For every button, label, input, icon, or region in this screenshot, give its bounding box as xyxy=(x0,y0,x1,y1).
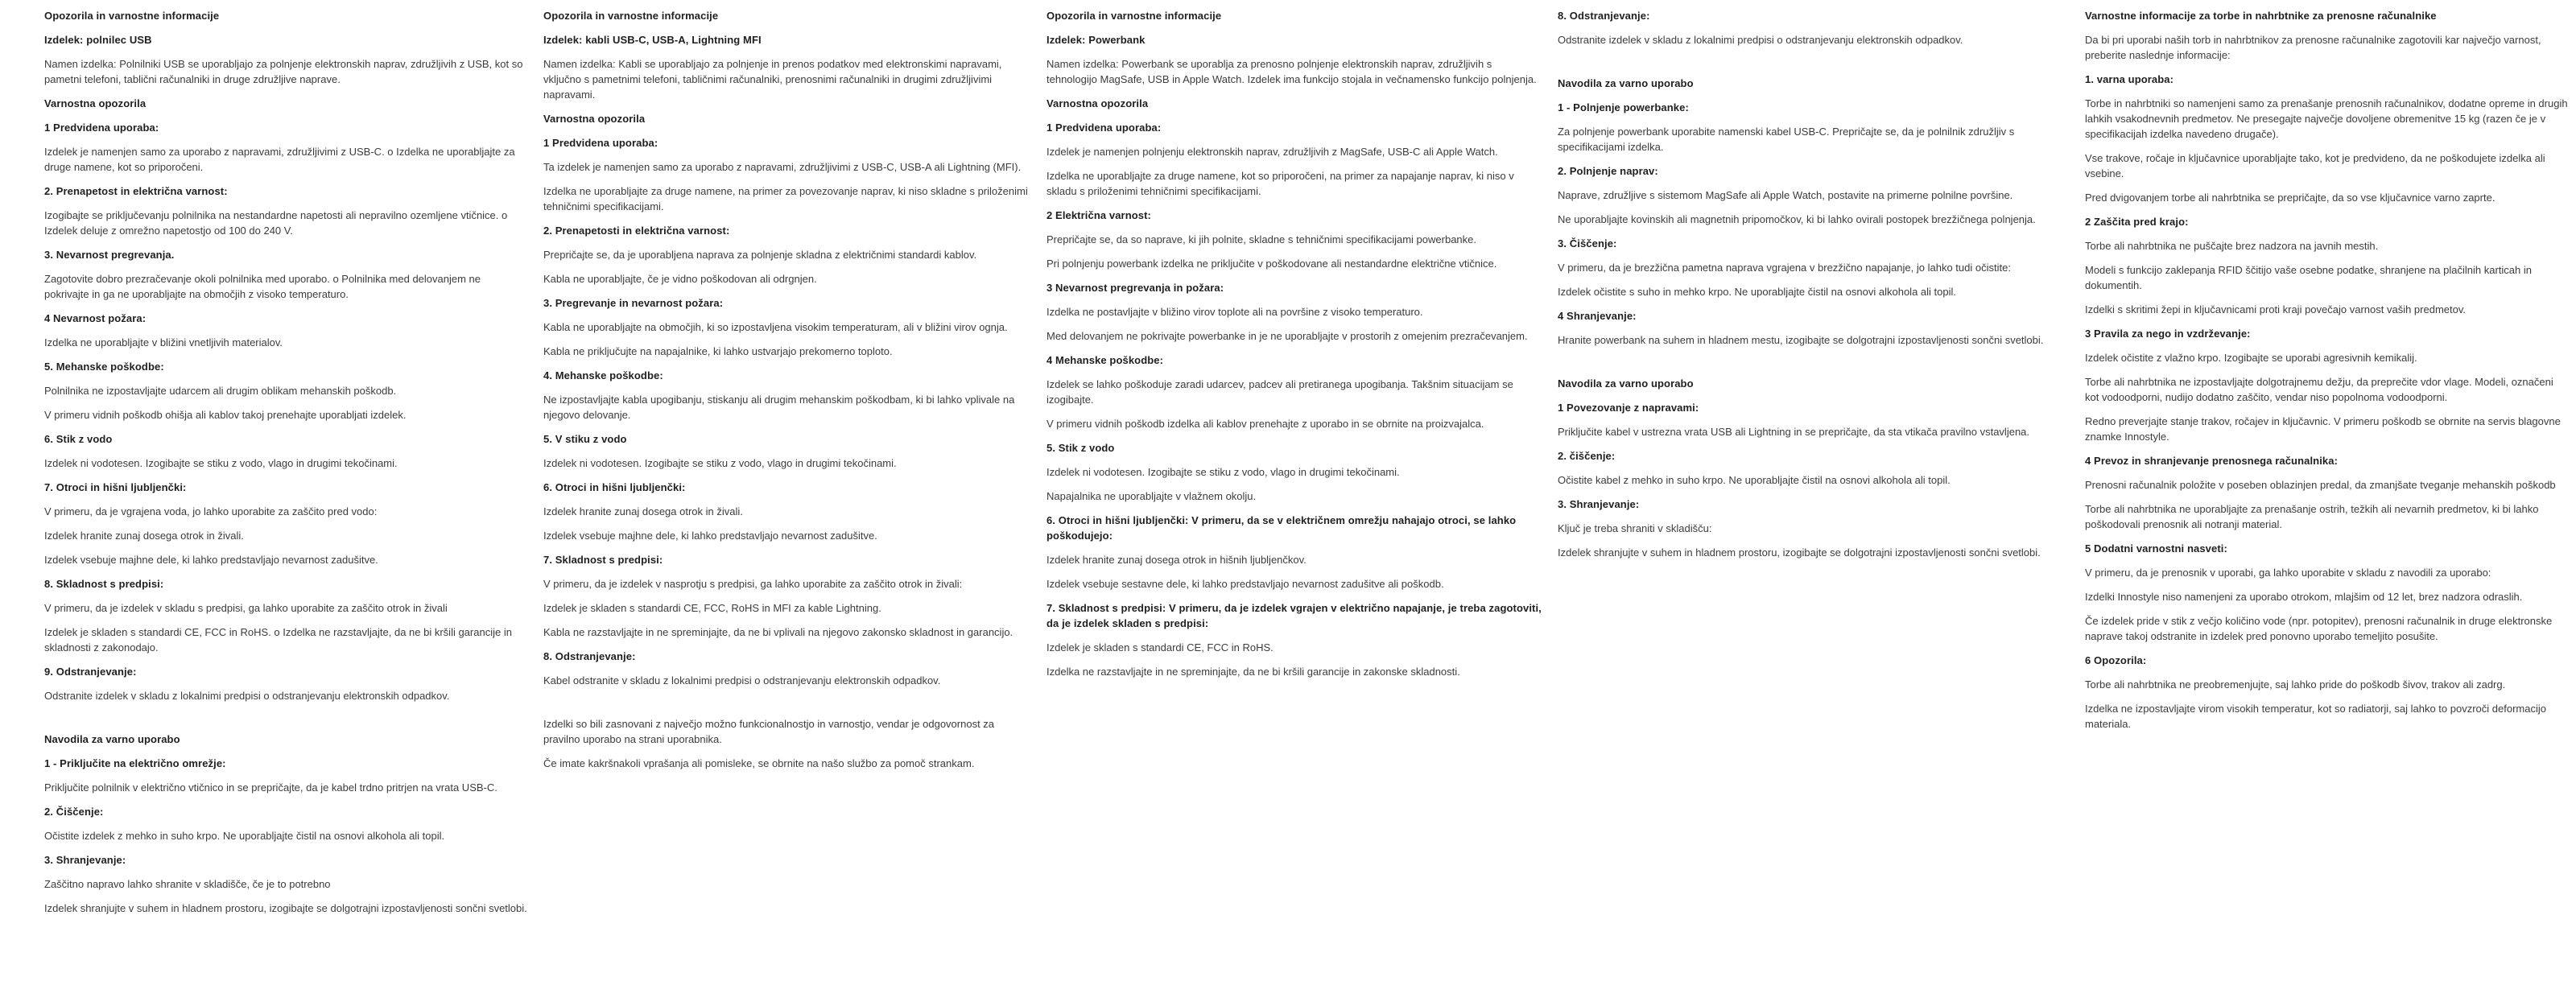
section-heading: Varnostna opozorila xyxy=(1046,97,1149,109)
paragraph: Izdelek hranite zunaj dosega otrok in hišnih ljubljenčkov. xyxy=(1046,554,1307,566)
paragraph: Izdelek je skladen s standardi CE, FCC, RoHS in MFI za kable Lightning. xyxy=(543,602,881,614)
column-cables-warnings xyxy=(543,8,1030,780)
paragraph: Izdelek je namenjen samo za uporabo z napravami, združljivimi z USB-C. o Izdelka ne uporabljajte za druge namene, kot so priporočeni. xyxy=(44,146,515,173)
paragraph: Izdelki s skritimi žepi in ključavnicami proti kraji povečajo varnost vaših predmetov. xyxy=(2085,303,2466,315)
section-heading: Izdelek: polnilec USB xyxy=(44,34,152,46)
section-heading: 4 Prevoz in shranjevanje prenosnega računalnika: xyxy=(2085,455,2339,467)
paragraph: Izdelka ne postavljajte v bližino virov toplote ali na površine z visoko temperaturo. xyxy=(1046,306,1423,318)
column-laptop-bags-safety xyxy=(2085,8,2568,740)
paragraph: Izdelek vsebuje sestavne dele, ki lahko predstavljajo nevarnost zadušitve ali poškodb. xyxy=(1046,578,1444,590)
section-heading: Navodila za varno uporabo xyxy=(1558,77,1694,89)
paragraph: V primeru, da je vgrajena voda, jo lahko uporabite za zaščito pred vodo: xyxy=(44,505,378,517)
paragraph: Torbe in nahrbtniki so namenjeni samo za prenašanje prenosnih računalnikov, dodatne opreme in drugih lahkih vsakodnevnih predmetov. Ne presegajte največje dovoljene obremenitve 15 kg (razen če je v specifikacijah izdelka navedeno drugače). xyxy=(2085,97,2568,140)
paragraph: Odstranite izdelek v skladu z lokalnimi predpisi o odstranjevanju elektronskih odpadkov. xyxy=(1558,34,1963,46)
section-heading: 5. Mehanske poškodbe: xyxy=(44,361,164,373)
column-usb-charger-warnings xyxy=(44,8,527,925)
paragraph: V primeru, da je prenosnik v uporabi, ga lahko uporabite v skladu z navodili za uporabo: xyxy=(2085,567,2491,579)
paragraph: V primeru, da je izdelek v nasprotju s predpisi, ga lahko uporabite za zaščito otrok in živali: xyxy=(543,578,963,590)
section-title: Varnostne informacije za torbe in nahrbtnike za prenosne računalnike xyxy=(2085,10,2437,22)
section-heading: 8. Odstranjevanje: xyxy=(1558,10,1650,22)
column-powerbank-warnings xyxy=(1046,8,1542,688)
paragraph: Izdelek se lahko poškoduje zaradi udarcev, padcev ali pretiranega upogibanja. Takšnim situacijam se izogibajte. xyxy=(1046,378,1513,406)
paragraph: Zaščitno napravo lahko shranite v skladišče, če je to potrebno xyxy=(44,878,331,890)
paragraph: Vse trakove, ročaje in ključavnice uporabljajte tako, kot je predvideno, da ne poškodujete izdelka ali vsebine. xyxy=(2085,152,2545,179)
paragraph: Izdelka ne izpostavljajte virom visokih temperatur, kot so radiatorji, saj lahko to povzroči deformacijo materiala. xyxy=(2085,703,2546,730)
section-heading: Varnostna opozorila xyxy=(543,113,646,125)
paragraph: Redno preverjajte stanje trakov, ročajev in ključavnic. V primeru poškodb se obrnite na servis blagovne znamke Innostyle. xyxy=(2085,415,2561,443)
paragraph: Izdelek shranjujte v suhem in hladnem prostoru, izogibajte se dolgotrajni izpostavljenosti sončni svetlobi. xyxy=(1558,546,2041,559)
paragraph: Izdelek očistite z vlažno krpo. Izogibajte se uporabi agresivnih kemikalij. xyxy=(2085,352,2417,364)
paragraph: Kabla ne razstavljajte in ne spreminjajte, da ne bi vplivali na njegovo zakonsko skladnost in garancijo. xyxy=(543,626,1013,638)
section-heading: 1 - Polnjenje powerbanke: xyxy=(1558,101,1689,113)
paragraph: V primeru, da je brezžična pametna naprava vgrajena v brezžično napajanje, jo lahko tudi očistite: xyxy=(1558,262,2011,274)
section-heading: 1. varna uporaba: xyxy=(2085,73,2174,85)
section-heading: 4 Nevarnost požara: xyxy=(44,312,147,324)
paragraph: Torbe ali nahrbtnika ne izpostavljajte dolgotrajnemu dežju, da preprečite vdor vlage. Modeli, označeni kot vodoodporni, nudijo dodatno zaščito, vendar niso popolnoma vodoodporni. xyxy=(2085,376,2553,403)
paragraph: Torbe ali nahrbtnika ne preobremenjujte, saj lahko pride do poškodb šivov, trakov ali zadrg. xyxy=(2085,678,2506,691)
paragraph: Prepričajte se, da so naprave, ki jih polnite, skladne s tehničnimi specifikacijami powerbanke. xyxy=(1046,233,1476,245)
section-heading: 5 Dodatni varnostni nasveti: xyxy=(2085,542,2227,555)
section-heading: 1 Predvidena uporaba: xyxy=(1046,122,1162,134)
spacer xyxy=(543,697,1030,716)
paragraph: V primeru vidnih poškodb ohišja ali kablov takoj prenehajte uporabljati izdelek. xyxy=(44,409,407,421)
paragraph: Izogibajte se priključevanju polnilnika na nestandardne napetosti ali nepravilno ozemljene vtičnice. o Izdelek deluje z omrežno napetostjo od 100 do 240 V. xyxy=(44,209,508,237)
paragraph: Priključite kabel v ustrezna vrata USB ali Lightning in se prepričajte, da sta vtikača pravilno vstavljena. xyxy=(1558,426,2030,438)
spacer xyxy=(1558,56,2053,76)
section-heading: 4 Mehanske poškodbe: xyxy=(1046,354,1164,366)
column-powerbank-and-cable-usage xyxy=(1558,8,2053,569)
paragraph: Izdelek hranite zunaj dosega otrok in živali. xyxy=(543,505,743,517)
section-heading: Navodila za varno uporabo xyxy=(1558,377,1694,390)
section-heading: 1 Povezovanje z napravami: xyxy=(1558,402,1699,414)
section-heading: 8. Odstranjevanje: xyxy=(543,650,636,662)
section-heading: Varnostna opozorila xyxy=(44,97,147,109)
section-heading: 7. Skladnost s predpisi: V primeru, da je izdelek vgrajen v električno napajanje, je treba zagotoviti, da je izdelek skladen s predpisi: xyxy=(1046,602,1542,629)
section-heading: Izdelek: Powerbank xyxy=(1046,34,1146,46)
section-heading: 6. Otroci in hišni ljubljenčki: V primeru, da se v električnem omrežju nahajajo otroci, se lahko poškodujejo: xyxy=(1046,514,1517,542)
paragraph: Pri polnjenju powerbank izdelka ne priključite v poškodovane ali nestandardne električne vtičnice. xyxy=(1046,258,1497,270)
section-heading: 1 Predvidena uporaba: xyxy=(44,122,159,134)
paragraph: Če izdelek pride v stik z večjo količino vode (npr. potopitev), prenosni računalnik in druge elektronske naprave takoj odstranite in izdelek pred ponovno uporabo temeljito posušite. xyxy=(2085,615,2553,642)
section-heading: Izdelek: kabli USB-C, USB-A, Lightning MFI xyxy=(543,34,762,46)
spacer xyxy=(44,712,527,732)
section-heading: 6. Otroci in hišni ljubljenčki: xyxy=(543,481,686,493)
paragraph: Napajalnika ne uporabljajte v vlažnem okolju. xyxy=(1046,490,1257,502)
paragraph: Izdelek ni vodotesen. Izogibajte se stiku z vodo, vlago in drugimi tekočinami. xyxy=(543,457,897,469)
paragraph: Med delovanjem ne pokrivajte powerbanke in je ne uporabljajte v prostorih z omejenim prezračevanjem. xyxy=(1046,330,1528,342)
paragraph: Izdelek shranjujte v suhem in hladnem prostoru, izogibajte se dolgotrajni izpostavljenosti sončni svetlobi. xyxy=(44,902,527,914)
paragraph: Izdelek ni vodotesen. Izogibajte se stiku z vodo, vlago in drugimi tekočinami. xyxy=(44,457,398,469)
section-heading: 4 Shranjevanje: xyxy=(1558,310,1637,322)
paragraph: Ključ je treba shraniti v skladišču: xyxy=(1558,522,1712,534)
paragraph: Namen izdelka: Polnilniki USB se uporabljajo za polnjenje elektronskih naprav, združljivih z USB, kot so pametni telefoni, tablični računalniki in druge združljive naprave. xyxy=(44,58,523,85)
paragraph: Kabla ne uporabljajte na območjih, ki so izpostavljena visokim temperaturam, ali v bližini virov ognja. xyxy=(543,321,1008,333)
paragraph: Izdelek je skladen s standardi CE, FCC in RoHS. o Izdelka ne razstavljajte, da ne bi kršili garancije in skladnosti z zakonodajo. xyxy=(44,626,512,653)
paragraph: Naprave, združljive s sistemom MagSafe ali Apple Watch, postavite na primerne polnilne površine. xyxy=(1558,189,2013,201)
paragraph: Izdelka ne uporabljajte za druge namene, na primer za povezovanje naprav, ki niso skladne s priloženimi tehničnimi specifikacijami. xyxy=(543,185,1028,212)
paragraph: V primeru, da je izdelek v skladu s predpisi, ga lahko uporabite za zaščito otrok in živali xyxy=(44,602,448,614)
paragraph: Torbe ali nahrbtnika ne puščajte brez nadzora na javnih mestih. xyxy=(2085,240,2379,252)
paragraph: Torbe ali nahrbtnika ne uporabljajte za prenašanje ostrih, težkih ali nevarnih predmetov, ki bi lahko poškodovali prenosnik ali notranji material. xyxy=(2085,503,2539,530)
paragraph: Izdelek ni vodotesen. Izogibajte se stiku z vodo, vlago in drugimi tekočinami. xyxy=(1046,466,1400,478)
section-heading: 7. Skladnost s predpisi: xyxy=(543,554,663,566)
paragraph: Izdelka ne uporabljajte za druge namene, kot so priporočeni, na primer za napajanje naprav, ki niso v skladu s priloženimi tehničnimi specifikacijami. xyxy=(1046,170,1514,197)
paragraph: Če imate kakršnakoli vprašanja ali pomisleke, se obrnite na našo službo za pomoč strankam. xyxy=(543,757,975,769)
section-heading: 7. Otroci in hišni ljubljenčki: xyxy=(44,481,187,493)
section-title: Opozorila in varnostne informacije xyxy=(44,10,220,22)
paragraph: Prenosni računalnik položite v poseben oblazinjen predal, da zmanjšate tveganje mehanskih poškodb xyxy=(2085,479,2556,491)
paragraph: Namen izdelka: Powerbank se uporablja za prenosno polnjenje elektronskih naprav, združljivih s tehnologijo MagSafe, USB in Apple Watch. Izdelek ima funkcijo stojala in večnamensko funkcijo polnjenja. xyxy=(1046,58,1537,85)
paragraph: Izdelka ne razstavljajte in ne spreminjajte, da ne bi kršili garancije in zakonske skladnosti. xyxy=(1046,666,1460,678)
paragraph: Izdelek očistite s suho in mehko krpo. Ne uporabljajte čistil na osnovi alkohola ali topil. xyxy=(1558,286,1956,298)
section-heading: 5. V stiku z vodo xyxy=(543,433,627,445)
paragraph: Za polnjenje powerbank uporabite namenski kabel USB-C. Prepričajte se, da je polnilnik združljiv s specifikacijami izdelka. xyxy=(1558,126,2015,153)
section-title: Opozorila in varnostne informacije xyxy=(543,10,719,22)
section-heading: 3. Čiščenje: xyxy=(1558,237,1617,249)
paragraph: Odstranite izdelek v skladu z lokalnimi predpisi o odstranjevanju elektronskih odpadkov. xyxy=(44,690,450,702)
section-heading: 3. Shranjevanje: xyxy=(44,854,126,866)
section-heading: 3. Pregrevanje in nevarnost požara: xyxy=(543,297,724,309)
section-heading: 3 Pravila za nego in vzdrževanje: xyxy=(2085,328,2251,340)
paragraph: Priključite polnilnik v električno vtičnico in se prepričajte, da je kabel trdno pritrjen na vrata USB-C. xyxy=(44,781,497,794)
paragraph: Kabel odstranite v skladu z lokalnimi predpisi o odstranjevanju elektronskih odpadkov. xyxy=(543,674,941,686)
paragraph: Ta izdelek je namenjen samo za uporabo z napravami, združljivimi z USB-C, USB-A ali Lightning (MFI). xyxy=(543,161,1022,173)
paragraph: Očistite kabel z mehko in suho krpo. Ne uporabljajte čistil na osnovi alkohola ali topil. xyxy=(1558,474,1951,486)
section-heading: 2. Polnjenje naprav: xyxy=(1558,165,1658,177)
section-heading: 2. čiščenje: xyxy=(1558,450,1616,462)
section-heading: 4. Mehanske poškodbe: xyxy=(543,369,663,381)
paragraph: Polnilnika ne izpostavljajte udarcem ali drugim oblikam mehanskih poškodb. xyxy=(44,385,397,397)
section-heading: 6. Stik z vodo xyxy=(44,433,113,445)
section-heading: 1 - Priključite na električno omrežje: xyxy=(44,757,226,769)
paragraph: Namen izdelka: Kabli se uporabljajo za polnjenje in prenos podatkov med elektronskimi napravami, vključno s pametnimi telefoni, tabličnimi računalniki, prenosnimi računalniki in drugimi združljivimi napravami. xyxy=(543,58,1002,101)
paragraph: Prepričajte se, da je uporabljena naprava za polnjenje skladna z električnimi standardi kablov. xyxy=(543,249,977,261)
section-heading: 6 Opozorila: xyxy=(2085,654,2147,666)
spacer xyxy=(1558,357,2053,376)
section-heading: 3. Shranjevanje: xyxy=(1558,498,1640,510)
paragraph: Izdelek je namenjen polnjenju elektronskih naprav, združljivih z MagSafe, USB-C ali Apple Watch. xyxy=(1046,146,1498,158)
paragraph: Ne izpostavljajte kabla upogibanju, stiskanju ali drugim mehanskim poškodbam, ki bi lahko vplivale na njegovo delovanje. xyxy=(543,394,1015,421)
section-heading: 9. Odstranjevanje: xyxy=(44,666,137,678)
paragraph: Izdelek je skladen s standardi CE, FCC in RoHS. xyxy=(1046,641,1274,653)
paragraph: Izdelki Innostyle niso namenjeni za uporabo otrokom, mlajšim od 12 let, brez nadzora odraslih. xyxy=(2085,591,2523,603)
paragraph: Da bi pri uporabi naših torb in nahrbtnikov za prenosne računalnike zagotovili kar največjo varnost, preberite naslednje informacije: xyxy=(2085,34,2541,61)
section-heading: 3. Nevarnost pregrevanja. xyxy=(44,249,175,261)
paragraph: Izdelki so bili zasnovani z največjo možno funkcionalnostjo in varnostjo, vendar je odgovornost za pravilno uporabo na strani uporabnika. xyxy=(543,718,995,745)
section-heading: Navodila za varno uporabo xyxy=(44,733,180,745)
paragraph: Izdelek hranite zunaj dosega otrok in živali. xyxy=(44,530,244,542)
section-heading: 2. Prenapetost in električna varnost: xyxy=(44,185,228,197)
paragraph: Očistite izdelek z mehko in suho krpo. Ne uporabljajte čistil na osnovi alkohola ali topil. xyxy=(44,830,445,842)
section-heading: 8. Skladnost s predpisi: xyxy=(44,578,164,590)
paragraph: Hranite powerbank na suhem in hladnem mestu, izogibajte se dolgotrajni izpostavljenosti sončni svetlobi. xyxy=(1558,334,2044,346)
section-title: Opozorila in varnostne informacije xyxy=(1046,10,1222,22)
section-heading: 2 Električna varnost: xyxy=(1046,209,1151,221)
section-heading: 2. Prenapetosti in električna varnost: xyxy=(543,225,730,237)
paragraph: Izdelek vsebuje majhne dele, ki lahko predstavljajo nevarnost zadušitve. xyxy=(44,554,378,566)
paragraph: Izdelka ne uporabljajte v bližini vnetljivih materialov. xyxy=(44,336,283,348)
section-heading: 2 Zaščita pred krajo: xyxy=(2085,216,2189,228)
paragraph: Kabla ne priključujte na napajalnike, ki lahko ustvarjajo prekomerno toploto. xyxy=(543,345,893,357)
paragraph: Modeli s funkcijo zaklepanja RFID ščitijo vaše osebne podatke, shranjene na plačilnih karticah in dokumentih. xyxy=(2085,264,2532,291)
paragraph: V primeru vidnih poškodb izdelka ali kablov prenehajte z uporabo in se obrnite na proizvajalca. xyxy=(1046,418,1484,430)
paragraph: Ne uporabljajte kovinskih ali magnetnih pripomočkov, ki bi lahko ovirali postopek brezžičnega polnjenja. xyxy=(1558,213,2036,225)
paragraph: Kabla ne uporabljajte, če je vidno poškodovan ali odrgnjen. xyxy=(543,273,817,285)
paragraph: Pred dvigovanjem torbe ali nahrbtnika se prepričajte, da so vse ključavnice varno zaprte. xyxy=(2085,192,2496,204)
section-heading: 1 Predvidena uporaba: xyxy=(543,137,658,149)
section-heading: 2. Čiščenje: xyxy=(44,806,104,818)
paragraph: Zagotovite dobro prezračevanje okoli polnilnika med uporabo. o Polnilnika med delovanjem ne pokrivajte in ga ne uporabljajte na območjih z visoko temperaturo. xyxy=(44,273,481,300)
section-heading: 3 Nevarnost pregrevanja in požara: xyxy=(1046,282,1224,294)
paragraph: Izdelek vsebuje majhne dele, ki lahko predstavljajo nevarnost zadušitve. xyxy=(543,530,877,542)
section-heading: 5. Stik z vodo xyxy=(1046,442,1115,454)
